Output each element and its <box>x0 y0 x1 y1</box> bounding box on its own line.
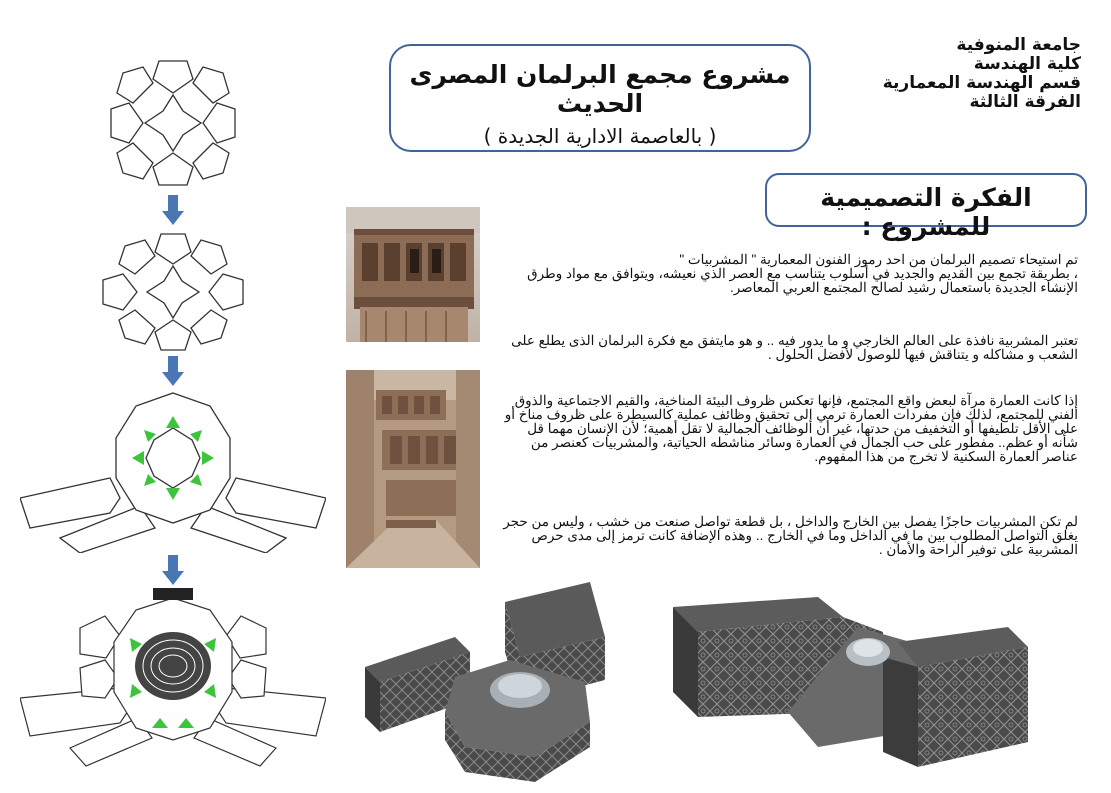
project-title: مشروع مجمع البرلمان المصرى الحديث <box>409 60 791 118</box>
arrow-down-icon <box>162 356 184 390</box>
concept-paragraph-1: تم استيحاء تصميم البرلمان من احد رموز الفنون المعمارية " المشربيات " ، بطريقة تجمع بين القديم والجديد في أسلوب يتناسب مع العصر الذي نعيشه، ويتوافق مع مواد وطرق الإنشاء الجديدة باستعمال رشيد لصالح المجتمع العربي المعاصر. <box>527 252 1078 295</box>
concept-heading-box <box>765 173 1087 241</box>
arrow-down-icon <box>162 555 184 589</box>
project-subtitle: ( بالعاصمة الادارية الجديدة ) <box>483 124 717 148</box>
star-pattern-1 <box>88 48 258 198</box>
arrow-down-icon <box>162 195 184 229</box>
plan-diagram-3 <box>20 388 326 553</box>
floor-plan-final <box>20 588 326 778</box>
render-3d-view-1 <box>360 582 630 782</box>
mashrabiya-photo-1 <box>346 207 480 342</box>
title-box <box>389 44 811 152</box>
render-3d-view-2 <box>668 592 1030 778</box>
academic-year: الفرقة الثالثة <box>969 92 1081 112</box>
university-name: جامعة المنوفية <box>956 35 1081 55</box>
concept-paragraph-4: لم تكن المشربيات حاجزًا يفصل بين الخارج والداخل ، بل قطعة تواصل صنعت من خشب ، وليس من حجر يغلق التواصل المطلوب بين ما في الداخل وما في الخارج .. وهذه الإضافة كانت ترمز إلى مدى حرص المشربية على توفير الراحة والأمان . <box>503 514 1078 557</box>
star-pattern-2 <box>93 230 253 355</box>
concept-paragraph-2: تعتبر المشربية نافذة على العالم الخارجي و ما يدور فيه .. و هو مايتفق مع فكرة البرلمان الذى يطلع على الشعب و مشاكله و يتناقش فيها للوصول لأفضل الحلول . <box>511 333 1078 362</box>
concept-heading: الفكرة التصميمية للمشروع : <box>820 183 1032 241</box>
mashrabiya-photo-2 <box>346 370 480 568</box>
faculty-name: كلية الهندسة <box>973 54 1081 74</box>
concept-paragraph-3: إذا كانت العمارة مرآة لبعض واقع المجتمع، فإنها تعكس ظروف البيئة المناخية، والقيم الاجتماعية والذوق الفني للمجتمع، لذلك فإن مفردات العمارة ترمي إلى تحقيق وظائف عملية كالسيطرة على ظروف مناخ أو على الأقل تلطيفها أو التخفيف من حدتها، غير أن الوظائف الجمالية لا تقل أهمية؛ لأن الإنسان مهما قل شأنه أو عظم.. مفطور على حب الجمال في العمارة وسائر مناشطه الحياتية، والمشربيات كعنصر من عناصر العمارة السكنية لا تخرج من هذا المفهوم. <box>504 393 1078 464</box>
department-name: قسم الهندسة المعمارية <box>882 73 1081 93</box>
institution-info <box>821 36 1081 112</box>
